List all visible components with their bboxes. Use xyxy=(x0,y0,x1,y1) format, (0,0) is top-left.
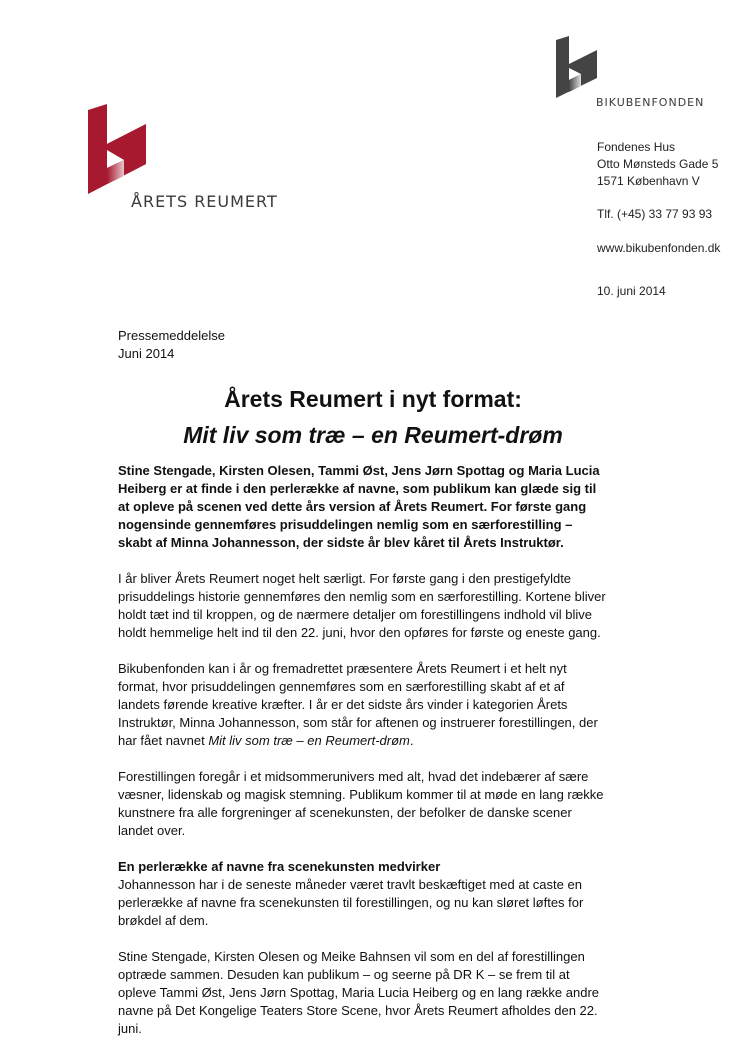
text-line: Instruktør, Minna Johannesson, som står for aftenen og instruerer forestillingen, der xyxy=(118,715,598,730)
text-line: opleve Tammi Øst, Jens Jørn Spottag, Maria Lucia Heiberg og en lang række andre xyxy=(118,985,599,1000)
text-line: landets førende kreative kræfter. I år er det sidste års vinder i kategorien Årets xyxy=(118,697,568,712)
document-date: 10. juni 2014 xyxy=(597,284,666,298)
bikubenfonden-b-icon xyxy=(555,36,599,100)
text-line: prisuddelings historie gennemføres den nemlig som en særforestilling. Kortene bliver xyxy=(118,589,606,604)
text-line: væsner, lidenskab og magisk stemning. Publikum kommer til at møde en lang række xyxy=(118,787,604,802)
text-line: optræde sammen. Desuden kan publikum – og seerne på DR K – se frem til at xyxy=(118,967,570,982)
text-line: holdt tæt ind til kroppen, og de nærmere detaljer om forestillingens indhold vil blive xyxy=(118,607,593,622)
text-line: at opleve på scenen ved dette års version af Årets Reumert. For første gang xyxy=(118,499,587,514)
text-line: format, hvor prisuddelingen gennemføres som en særforestilling skabt af et af xyxy=(118,679,565,694)
text-line: Forestillingen foregår i et midsommerunivers med alt, hvad det indebærer af sære xyxy=(118,769,589,784)
sender-website[interactable]: www.bikubenfonden.dk xyxy=(597,241,721,255)
text-line: perlerække af navne fra scenekunsten til forestillingen, og nu kan sløret løftes for xyxy=(118,895,584,910)
paragraph xyxy=(118,660,638,750)
address-line: Otto Mønsteds Gade 5 xyxy=(597,157,719,171)
text-line: kunstnere fra alle forgreninger af scenekunsten, der befolker de danske scener xyxy=(118,805,572,820)
text-line: skabt af Minna Johannesson, der sidste år blev kåret til Årets Instruktør. xyxy=(118,535,564,550)
paragraph xyxy=(118,876,638,930)
text-span: har fået navnet xyxy=(118,733,209,748)
section-heading xyxy=(118,858,638,876)
text-line: landet over. xyxy=(118,823,186,838)
paragraph xyxy=(118,462,638,552)
sender-phone: Tlf. (+45) 33 77 93 93 xyxy=(597,207,713,221)
text-line xyxy=(118,732,638,750)
text-line: nogensinde gennemføres prisuddelingen nemlig som en særforestilling – xyxy=(118,517,573,532)
document-type-label: Pressemeddelelse xyxy=(118,328,225,343)
document-type-date: Juni 2014 xyxy=(118,346,175,361)
text-line: Johannesson har i de seneste måneder været travlt beskæftiget med at caste en xyxy=(118,877,582,892)
text-line: holdt hemmelige helt ind til den 22. juni, hvor den opføres for første og eneste gang. xyxy=(118,625,601,640)
text-line: I år bliver Årets Reumert noget helt særligt. For første gang i den prestigefyldte xyxy=(118,571,572,586)
arets-reumert-b-icon xyxy=(86,104,150,196)
text-line: brøkdel af dem. xyxy=(118,913,209,928)
text-line: navne på Det Kongelige Teaters Store Scene, hvor Årets Reumert afholdes den 22. xyxy=(118,1003,598,1018)
text-span: . xyxy=(409,733,414,748)
press-release-body xyxy=(118,462,638,1056)
sender-address xyxy=(597,139,718,190)
address-line: Fondenes Hus xyxy=(597,140,676,154)
text-line: Heiberg er at finde i den perlerække af navne, som publikum kan glæde sig til xyxy=(118,481,597,496)
text-line: Stine Stengade, Kirsten Olesen, Tammi Øst, Jens Jørn Spottag og Maria Lucia xyxy=(118,463,600,478)
bikubenfonden-logo xyxy=(555,36,599,105)
arets-reumert-wordmark: ÅRETS REUMERT xyxy=(131,192,278,211)
text-line: juni. xyxy=(118,1021,142,1036)
paragraph xyxy=(118,948,638,1038)
paragraph xyxy=(118,570,638,642)
text-line: En perlerække af navne fra scenekunsten medvirker xyxy=(118,859,441,874)
paragraph xyxy=(118,768,638,840)
headline: Årets Reumert i nyt format: xyxy=(224,386,522,412)
document-type xyxy=(118,327,638,363)
bikubenfonden-wordmark: BIKUBENFONDEN xyxy=(596,96,705,109)
subheadline: Mit liv som træ – en Reumert-drøm xyxy=(183,422,563,448)
arets-reumert-logo xyxy=(86,104,150,201)
text-line: Stine Stengade, Kirsten Olesen og Meike Bahnsen vil som en del af forestillingen xyxy=(118,949,585,964)
text-line: Bikubenfonden kan i år og fremadrettet præsentere Årets Reumert i et helt nyt xyxy=(118,661,567,676)
show-title: Mit liv som træ – en Reumert-drøm xyxy=(208,733,410,748)
address-line: 1571 København V xyxy=(597,174,700,188)
